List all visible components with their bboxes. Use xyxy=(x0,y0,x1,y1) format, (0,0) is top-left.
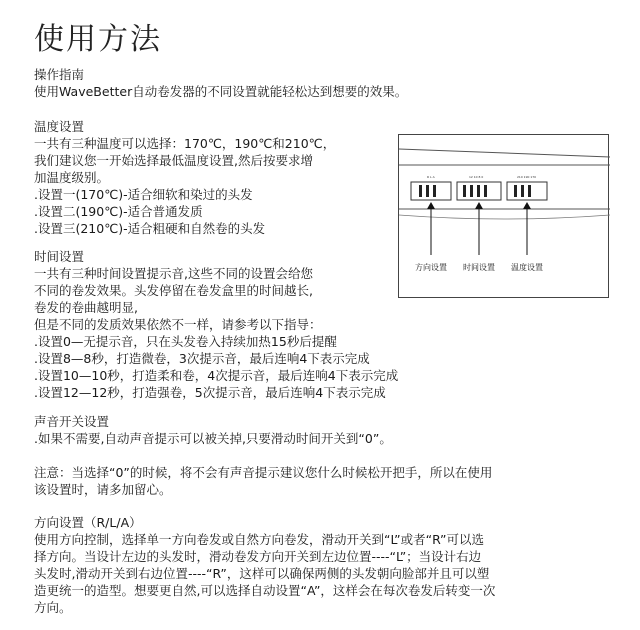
time-line: 但是不同的发质效果依然不一样，请参考以下指导： xyxy=(34,317,322,332)
time-line: 卷发的卷曲越明显, xyxy=(34,300,138,315)
switch-diagram xyxy=(398,134,609,298)
temperature-switch-marks: 210 190 170 xyxy=(517,175,537,179)
time-line: .设置8—8秒，打造微卷，3次提示音，最后连响4下表示完成 xyxy=(34,351,370,366)
direction-line: 头发时,滑动开关到右边位置----“R”，这样可以确保两侧的头发朝向脸部并且可以塑 xyxy=(34,566,490,581)
sound-heading: 声音开关设置 xyxy=(34,414,110,429)
note-section xyxy=(34,464,624,498)
temperature-setting-label: 温度设置 xyxy=(511,263,543,272)
time-setting-label: 时间设置 xyxy=(463,263,495,272)
temperature-switch-graphic xyxy=(507,182,547,200)
intro-section xyxy=(34,66,624,100)
temperature-line: 加温度级别。 xyxy=(34,170,110,185)
note-line: 该设置时，请多加留心。 xyxy=(34,482,172,497)
direction-setting-label: 方向设置 xyxy=(415,263,447,272)
device-illustration xyxy=(399,135,610,299)
temperature-line: .设置三(210℃)-适合粗硬和自然卷的头发 xyxy=(34,221,266,236)
time-switch-graphic xyxy=(457,182,501,200)
direction-line: 择方向。当设计左边的头发时，滑动卷发方向开关到左边位置----“L”；当设计右边 xyxy=(34,549,482,564)
time-line: .设置12—12秒，打造强卷，5次提示音，最后连响4下表示完成 xyxy=(34,385,386,400)
time-line: .设置0—无提示音，只在头发卷入持续加热15秒后提醒 xyxy=(34,334,337,349)
time-switch-marks: 12 10 8 0 xyxy=(469,175,484,179)
temperature-line: 我们建议您一开始选择最低温度设置,然后按要求增 xyxy=(34,153,313,168)
sound-line: .如果不需要,自动声音提示可以被关掉,只要滑动时间开关到“0”。 xyxy=(34,431,392,446)
temperature-line: .设置二(190℃)-适合普通发质 xyxy=(34,204,203,219)
time-line: 不同的卷发效果。头发停留在卷发盒里的时间越长, xyxy=(34,283,313,298)
sound-section xyxy=(34,413,624,447)
direction-switch-marks: R L A xyxy=(427,175,435,179)
direction-switch-graphic xyxy=(411,182,451,200)
temperature-heading: 温度设置 xyxy=(34,119,85,134)
direction-line: 使用方向控制，选择单一方向卷发或自然方向卷发，滑动开关到“L”或者“R”可以选 xyxy=(34,532,484,547)
direction-line: 方向。 xyxy=(34,600,72,615)
intro-heading: 操作指南 xyxy=(34,67,85,82)
direction-section xyxy=(34,514,624,616)
temperature-section xyxy=(34,118,394,237)
time-line: 一共有三种时间设置提示音,这些不同的设置会给您 xyxy=(34,266,313,281)
direction-line: 造更统一的造型。想要更自然,可以选择自动设置“A”，这样会在每次卷发后转变一次 xyxy=(34,583,496,598)
temperature-line: .设置一(170℃)-适合细软和染过的头发 xyxy=(34,187,253,202)
direction-heading: 方向设置（R/L/A） xyxy=(34,515,142,530)
time-line: .设置10—10秒，打造柔和卷，4次提示音，最后连响4下表示完成 xyxy=(34,368,399,383)
page-title: 使用方法 xyxy=(34,22,162,57)
intro-line: 使用WaveBetter自动卷发器的不同设置就能轻松达到想要的效果。 xyxy=(34,84,408,99)
time-heading: 时间设置 xyxy=(34,249,85,264)
note-line: 注意：当选择“0”的时候，将不会有声音提示建议您什么时候松开把手，所以在使用 xyxy=(34,465,493,480)
temperature-line: 一共有三种温度可以选择：170℃，190℃和210℃， xyxy=(34,136,336,151)
